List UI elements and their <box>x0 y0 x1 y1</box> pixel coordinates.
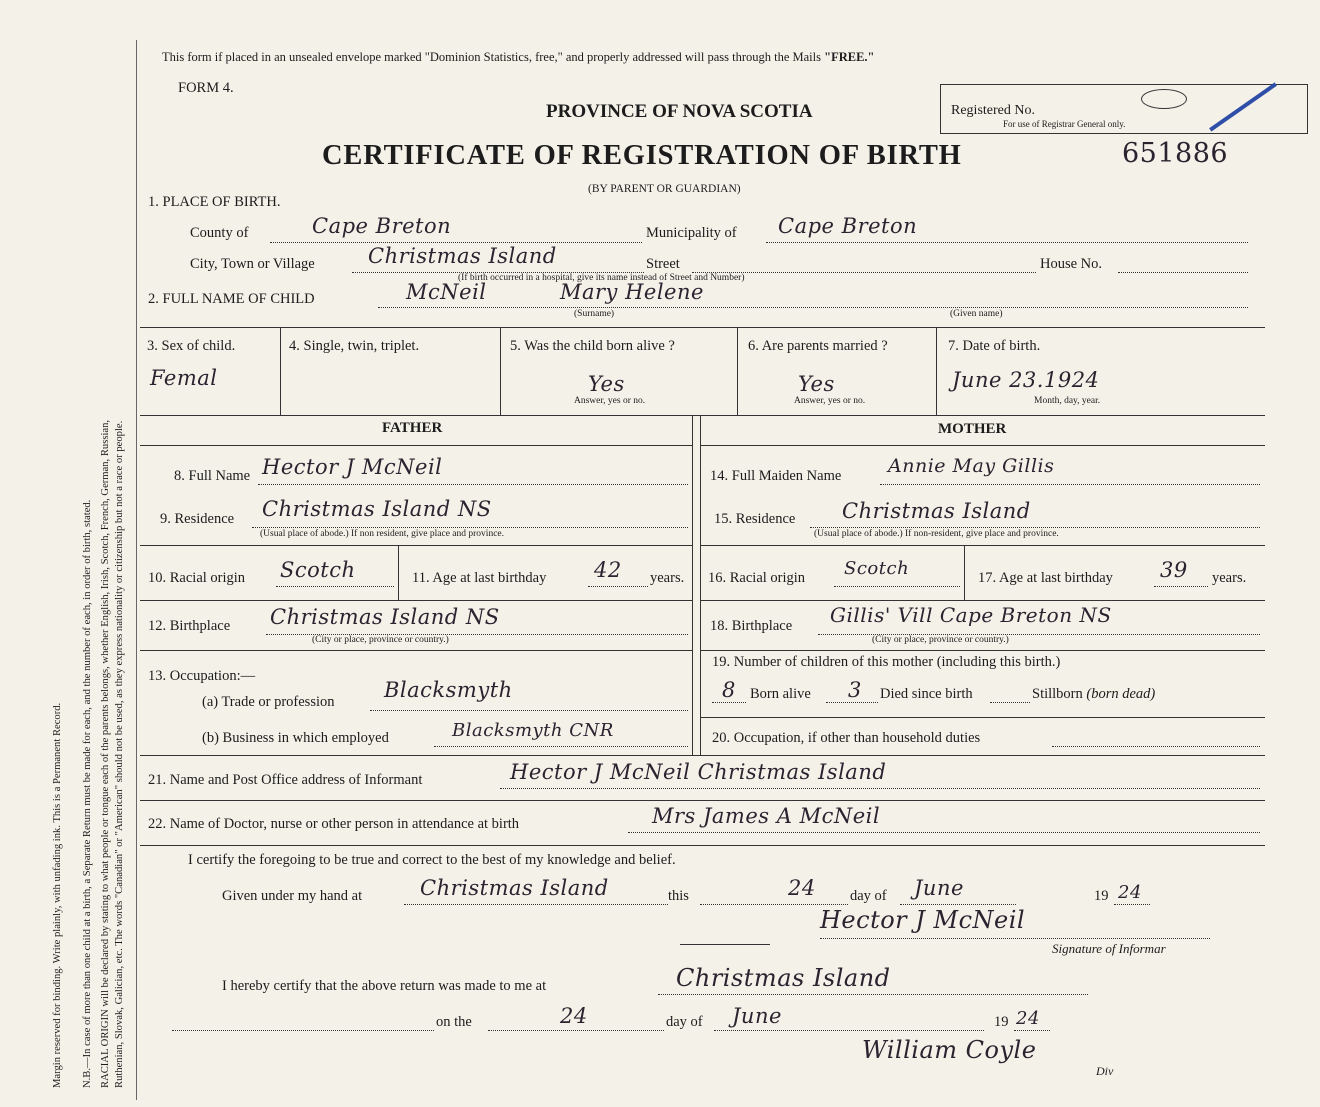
on-day-of-label: day of <box>666 1014 703 1030</box>
mother-heading: MOTHER <box>938 421 1007 437</box>
stillborn-note: (born dead) <box>1086 686 1156 702</box>
father-age-label: 11. Age at last birthday <box>412 570 547 586</box>
day-value: 24 <box>788 876 816 900</box>
margin-rule <box>136 40 137 1100</box>
father-residence-value: Christmas Island NS <box>262 497 492 521</box>
province-heading: PROVINCE OF NOVA SCOTIA <box>546 101 813 122</box>
given-under-label: Given under my hand at <box>222 888 363 904</box>
year-value: 24 <box>1118 882 1142 903</box>
registered-scribble <box>1141 89 1187 109</box>
mother-birthplace-value: Gillis' Vill Cape Breton NS <box>830 603 1112 627</box>
street-label: Street <box>646 256 680 272</box>
given-name-caption: (Given name) <box>950 309 1003 319</box>
mother-residence-caption: (Usual place of abode.) If non-resident, give place and province. <box>814 529 1059 539</box>
father-name-value: Hector J McNeil <box>262 455 443 479</box>
attendant-value: Mrs James A McNeil <box>652 804 881 828</box>
on-day-value: 24 <box>560 1004 588 1028</box>
mother-birthplace-label: 18. Birthplace <box>710 618 793 634</box>
date-of-birth-value: June 23.1924 <box>952 368 1100 392</box>
father-racial-label: 10. Racial origin <box>148 570 246 586</box>
margin-note-4: Ruthenian, Slovak, Galician, etc. The words "Canadian" or "American" should not be used, as they express nationality or citizenship but not a race or people. <box>114 420 125 1088</box>
born-alive-caption: Answer, yes or no. <box>574 396 646 406</box>
mother-residence-value: Christmas Island <box>842 499 1031 523</box>
mother-years-label: years. <box>1212 570 1247 586</box>
date-of-birth-caption: Month, day, year. <box>1034 396 1101 406</box>
parents-married-value: Yes <box>798 372 835 396</box>
born-alive-value: Yes <box>588 372 625 396</box>
father-racial-value: Scotch <box>280 558 356 582</box>
certify-text: I certify the foregoing to be true and correct to the best of my knowledge and belief. <box>188 852 676 868</box>
city-value: Christmas Island <box>368 244 557 268</box>
county-value: Cape Breton <box>312 214 452 238</box>
mother-age-value: 39 <box>1160 558 1188 582</box>
father-residence-label: 9. Residence <box>160 511 235 527</box>
informant-value: Hector J McNeil Christmas Island <box>510 760 887 784</box>
given-place-value: Christmas Island <box>420 876 609 900</box>
died-count: 3 <box>848 678 862 702</box>
mail-free-text: "FREE." <box>824 50 875 64</box>
child-name-label: 2. FULL NAME OF CHILD <box>148 291 315 307</box>
hereby-text: I hereby certify that the above return was made to me at <box>222 978 547 994</box>
father-birthplace-caption: (City or place, province or country.) <box>312 635 449 645</box>
on-year-prefix: 19 <box>994 1014 1009 1030</box>
attendant-label: 22. Name of Doctor, nurse or other person in attendance at birth <box>148 816 520 832</box>
mother-racial-label: 16. Racial origin <box>708 570 806 586</box>
on-year-value: 24 <box>1016 1008 1040 1029</box>
registered-label: Registered No. <box>951 103 1035 118</box>
father-age-value: 42 <box>594 558 622 582</box>
signature-caption: Signature of Informar <box>1052 941 1166 956</box>
city-label: City, Town or Village <box>190 256 315 272</box>
registrar-caption: Div <box>1096 1064 1114 1078</box>
father-years-label: years. <box>650 570 685 586</box>
municipality-label: Municipality of <box>646 225 737 241</box>
this-label: this <box>668 888 689 904</box>
father-trade-label: (a) Trade or profession <box>202 694 335 710</box>
place-of-birth-heading: 1. PLACE OF BIRTH. <box>148 194 281 210</box>
parents-married-caption: Answer, yes or no. <box>794 396 866 406</box>
informant-label: 21. Name and Post Office address of Informant <box>148 772 423 788</box>
father-trade-value: Blacksmyth <box>384 678 513 702</box>
mother-birthplace-caption: (City or place, province or country.) <box>872 635 1009 645</box>
sex-label: 3. Sex of child. <box>147 338 236 354</box>
handwritten-number: 651886 <box>1122 138 1229 169</box>
mail-notice <box>162 50 874 65</box>
house-no-label: House No. <box>1040 256 1103 272</box>
county-label: County of <box>190 225 249 241</box>
certificate-subtitle: (BY PARENT OR GUARDIAN) <box>588 183 741 195</box>
father-heading: FATHER <box>382 420 443 436</box>
date-of-birth-label: 7. Date of birth. <box>948 338 1041 354</box>
child-given-value: Mary Helene <box>560 280 704 304</box>
registrar-signature: William Coyle <box>862 1036 1037 1064</box>
father-birthplace-value: Christmas Island NS <box>270 605 500 629</box>
mother-residence-label: 15. Residence <box>714 511 796 527</box>
year-prefix: 19 <box>1094 888 1109 904</box>
mail-notice-text: This form if placed in an unsealed envelope marked "Dominion Statistics, free," and properly addressed will pass through the Mails <box>162 50 821 64</box>
municipality-value: Cape Breton <box>778 214 918 238</box>
born-alive-count-label: Born alive <box>750 686 811 702</box>
blue-check-mark <box>1209 82 1277 131</box>
father-birthplace-label: 12. Birthplace <box>148 618 231 634</box>
parents-married-label: 6. Are parents married ? <box>748 338 888 354</box>
day-of-label: day of <box>850 888 887 904</box>
on-the-label: on the <box>436 1014 472 1030</box>
stillborn-label <box>1032 686 1155 703</box>
mother-name-value: Annie May Gillis <box>888 455 1055 477</box>
form-number: FORM 4. <box>178 80 234 96</box>
mother-age-label: 17. Age at last birthday <box>978 570 1113 586</box>
father-residence-caption: (Usual place of abode.) If non resident, give place and province. <box>260 529 504 539</box>
stillborn-text: Stillborn <box>1032 686 1083 702</box>
plurality-label: 4. Single, twin, triplet. <box>289 338 420 354</box>
born-alive-label: 5. Was the child born alive ? <box>510 338 675 354</box>
sex-value: Femal <box>150 366 218 390</box>
hereby-place-value: Christmas Island <box>676 964 891 992</box>
mother-children-label: 19. Number of children of this mother (including this birth.) <box>712 654 1061 670</box>
child-surname-value: McNeil <box>406 280 487 304</box>
father-name-label: 8. Full Name <box>174 468 251 484</box>
month-value: June <box>914 876 964 900</box>
hospital-note: (If birth occurred in a hospital, give its name instead of Street and Number) <box>458 273 745 283</box>
surname-caption: (Surname) <box>574 309 615 319</box>
informant-signature: Hector J McNeil <box>820 906 1026 934</box>
father-business-label: (b) Business in which employed <box>202 730 389 746</box>
mother-racial-value: Scotch <box>844 558 910 579</box>
father-occupation-label: 13. Occupation:— <box>148 668 256 684</box>
mother-occupation-label: 20. Occupation, if other than household duties <box>712 730 981 746</box>
margin-note-3: RACIAL ORIGIN will be declared by stating to what people or tongue each of the parents belongs, whether English, Irish, Scotch, French, German, Russian, <box>100 419 111 1088</box>
margin-note-2: N.B.—In case of more than one child at a birth, a Separate Return must be made for each, and the number of each, in order of birth, stated. <box>82 499 93 1088</box>
certificate-title: CERTIFICATE OF REGISTRATION OF BIRTH <box>322 140 962 171</box>
father-business-value: Blacksmyth CNR <box>452 720 614 741</box>
margin-note-1: Margin reserved for binding. Write plainly, with unfading ink. This is a Permanent Record. <box>52 702 63 1088</box>
registered-note: For use of Registrar General only. <box>1003 119 1126 129</box>
born-alive-count: 8 <box>722 678 736 702</box>
registered-box <box>940 84 1308 134</box>
mother-name-label: 14. Full Maiden Name <box>710 468 842 484</box>
on-month-value: June <box>732 1004 782 1028</box>
died-count-label: Died since birth <box>880 686 973 702</box>
